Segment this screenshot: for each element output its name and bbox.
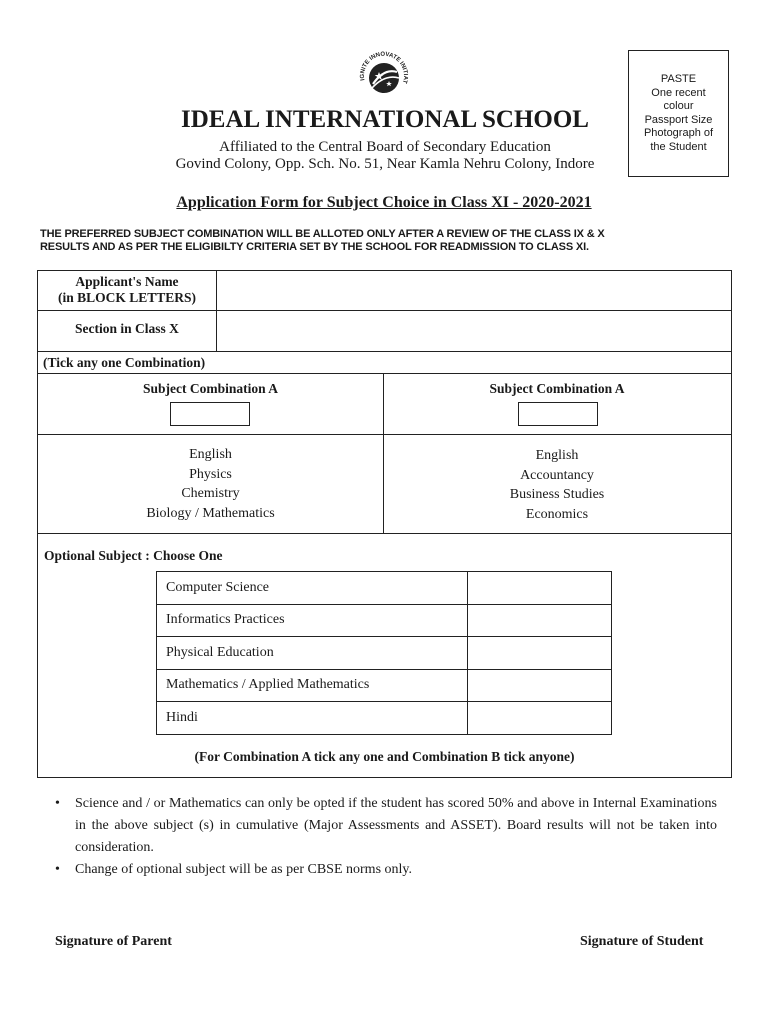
table-row (157, 702, 612, 735)
photo-line: One recent (651, 86, 706, 99)
photo-line: Passport Size (644, 113, 713, 126)
subject-item: Accountancy (520, 467, 594, 483)
subject-item: English (535, 448, 579, 463)
combination-b-title: Subject Combination A (489, 381, 625, 396)
notice-line: THE PREFERRED SUBJECT COMBINATION WILL BE ALLOTED ONLY AFTER A REVIEW OF THE CLASS IX & X (40, 228, 605, 240)
combination-a-title: Subject Combination A (142, 381, 279, 396)
combination-a-subjects (38, 445, 383, 523)
optional-subject-name: Computer Science (157, 572, 468, 605)
optional-subject-tick-cell[interactable] (468, 604, 612, 637)
subject-item: Economics (525, 506, 589, 522)
photo-line: colour (663, 100, 694, 112)
notice-text (40, 228, 740, 254)
parent-signature-label: Signature of Parent (55, 934, 172, 949)
photo-line: PASTE (660, 73, 697, 85)
section-field[interactable] (217, 311, 731, 351)
optional-heading: Optional Subject : Choose One (44, 548, 223, 563)
combination-a-tickbox[interactable] (170, 402, 250, 426)
rules-list (55, 793, 717, 881)
applicant-name-field[interactable] (217, 271, 731, 310)
table-row (157, 669, 612, 702)
optional-subject-tick-cell[interactable] (468, 572, 612, 605)
affiliation-text: Affiliated to the Central Board of Secondary Education (219, 139, 551, 155)
table-row (157, 572, 612, 605)
subject-item: English (189, 447, 232, 462)
table-row (157, 604, 612, 637)
list-item: • Science and / or Mathematics can only be opted if the student has scored 50% and above in Internal Examinations in the above subject (s) in cumulative (Major Assessments and ASSET). Board results will not be taken into consideration. (55, 793, 717, 859)
section-label: Section in Class X (75, 321, 179, 336)
optional-subject-tick-cell[interactable] (468, 637, 612, 670)
school-logo (355, 48, 413, 106)
combination-b-subjects (383, 446, 731, 524)
optional-subject-name: Physical Education (157, 637, 468, 670)
student-signature-label: Signature of Student (580, 934, 704, 949)
combination-b-tickbox[interactable] (518, 402, 598, 426)
list-item: • Change of optional subject will be as per CBSE norms only. (55, 859, 717, 881)
optional-subject-tick-cell[interactable] (468, 669, 612, 702)
applicant-name-label (38, 274, 216, 306)
divider (38, 533, 731, 534)
subject-item: Biology / Mathematics (146, 505, 275, 521)
combination-instruction: (Tick any one Combination) (43, 355, 206, 370)
optional-subject-name: Mathematics / Applied Mathematics (157, 669, 468, 702)
logo-emblem-icon (355, 48, 413, 106)
optional-subject-name: Hindi (157, 702, 468, 735)
notice-line: RESULTS AND AS PER THE ELIGIBILTY CRITERIA SET BY THE SCHOOL FOR READMISSION TO CLASS XI. (40, 241, 589, 253)
optional-subject-tick-cell[interactable] (468, 702, 612, 735)
divider (38, 434, 731, 435)
subject-item: Business Studies (509, 487, 605, 502)
divider (38, 351, 731, 352)
photo-line: the Student (650, 140, 707, 153)
combination-note: (For Combination A tick any one and Combination B tick anyone) (194, 749, 575, 764)
photo-line: Photograph of (643, 127, 714, 139)
optional-subject-name: Informatics Practices (157, 604, 468, 637)
school-name: IDEAL INTERNATIONAL SCHOOL (181, 106, 589, 133)
applicant-name-label-line: Applicant's Name (75, 274, 179, 289)
table-row (157, 637, 612, 670)
applicant-name-label-line: (in BLOCK LETTERS) (57, 290, 197, 305)
form-title: Application Form for Subject Choice in Class XI - 2020-2021 (176, 194, 592, 211)
logo-ring-text: IGNITE INNOVATE INITIAT (359, 51, 409, 85)
divider (38, 373, 731, 374)
optional-subjects-table (156, 571, 612, 735)
subject-item: Physics (189, 466, 232, 482)
subject-item: Chemistry (181, 486, 240, 501)
address-text: Govind Colony, Opp. Sch. No. 51, Near Kamla Nehru Colony, Indore (175, 156, 595, 172)
